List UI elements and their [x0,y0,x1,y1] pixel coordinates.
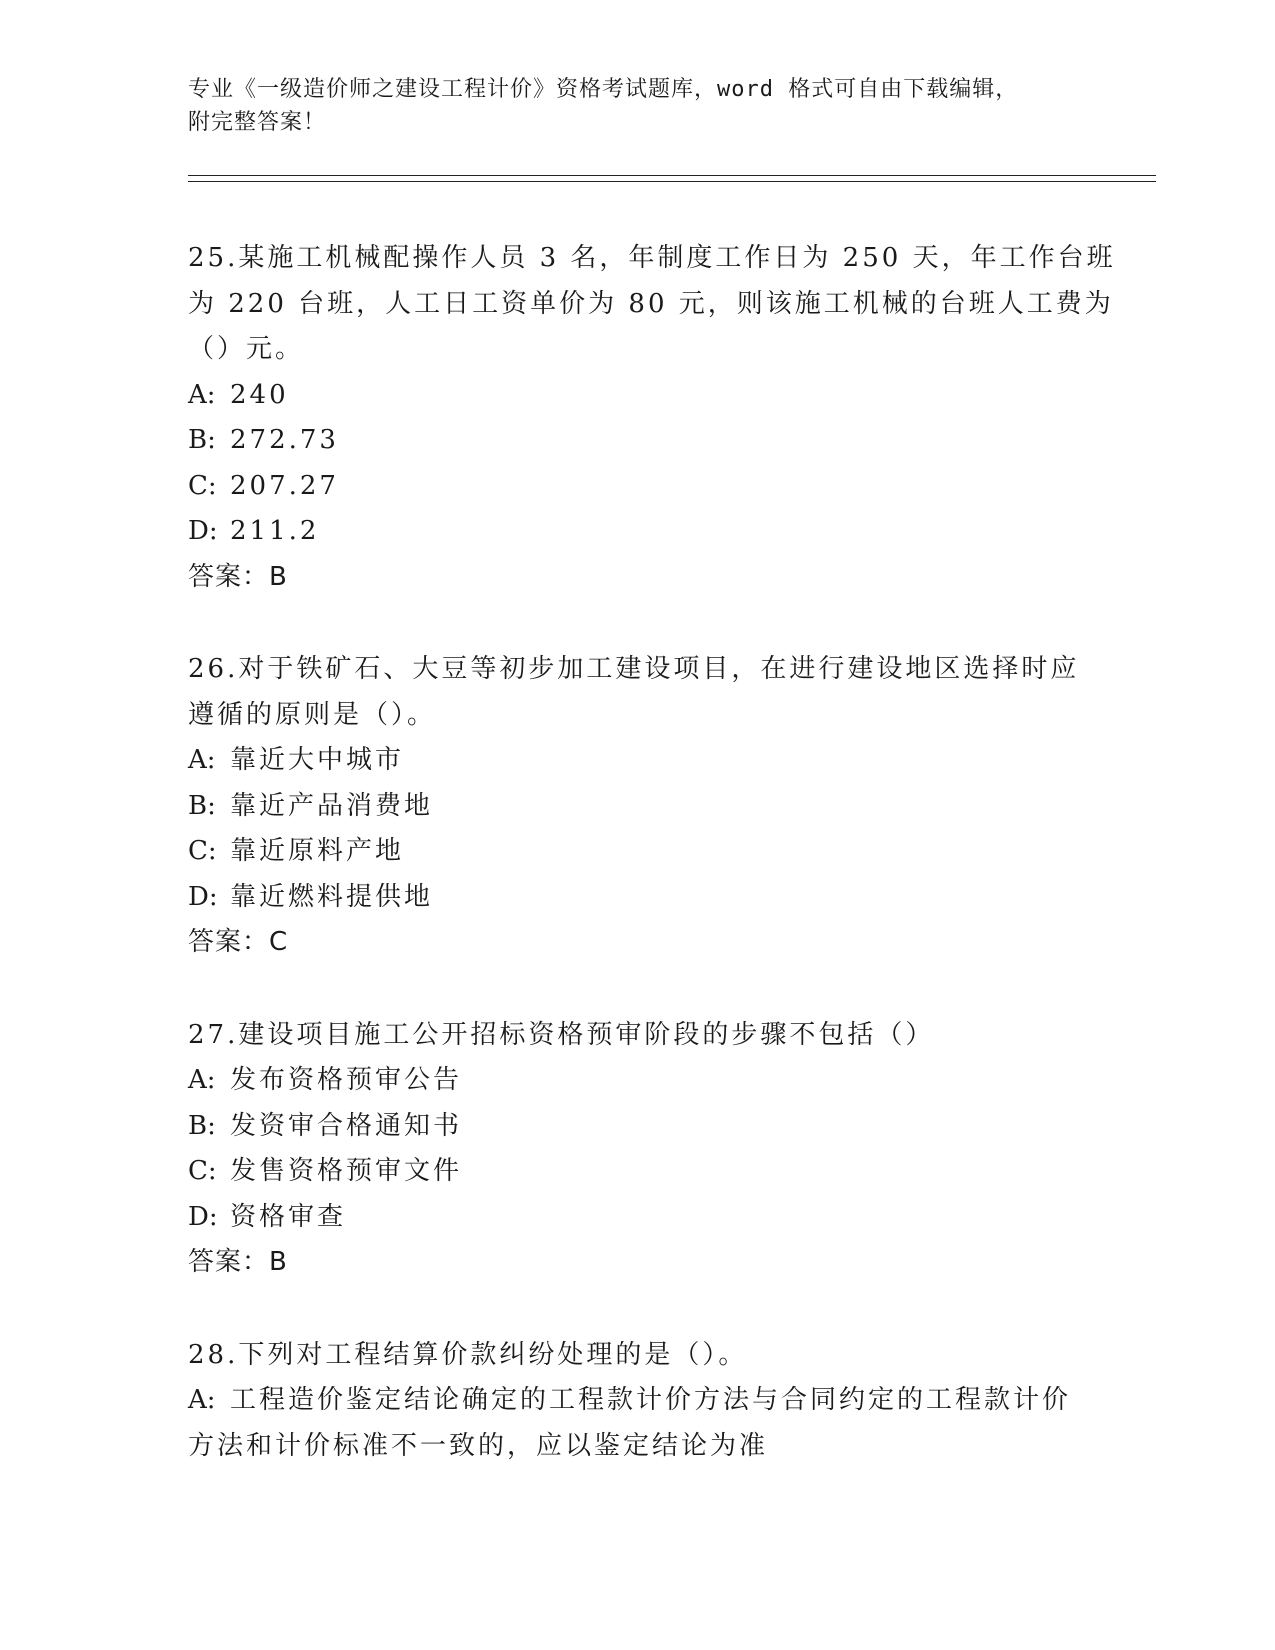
option-label: C: [188,1156,217,1186]
option-text: 240 [230,379,289,410]
question-28 [188,1333,1088,1470]
option-d [188,509,1088,555]
option-label: B: [188,790,216,821]
header-line-1: 专业《一级造价师之建设工程计价》资格考试题库，word 格式可自由下载编辑， [188,77,1019,102]
answer-line: 答案：B [188,1247,288,1277]
question-text-line: 为 220 台班，人工日工资单价为 80 元，则该施工机械的台班人工费为 [188,288,1114,319]
option-label: B: [188,425,216,455]
option-text: 207.27 [230,470,339,501]
question-text-line: 27.建设项目施工公开招标资格预审阶段的步骤不包括（） [188,1019,935,1050]
option-text: 发资审合格通知书 [230,1110,463,1141]
answer-line: 答案：C [188,927,289,957]
option-label: A: [188,1065,216,1095]
option-b [188,418,1088,464]
option-label: C: [188,470,217,501]
option-c [188,464,1088,510]
header-rule-top [188,175,1156,176]
document-header [188,73,1088,139]
option-a [188,1058,1088,1104]
question-text-line: 遵循的原则是（）。 [188,699,437,730]
option-c [188,829,1088,875]
option-text: 211.2 [230,516,320,546]
question-text-line: 25.某施工机械配操作人员 3 名，年制度工作日为 250 天，年工作台班 [188,243,1116,273]
question-25 [188,236,1116,600]
option-label: D: [188,1201,218,1232]
header-line-2: 附完整答案！ [188,110,327,135]
option-text: 靠近原料产地 [230,836,405,866]
question-26 [188,647,1088,966]
option-c [188,1149,1088,1195]
option-text: 资格审查 [230,1201,347,1232]
option-b [188,784,1088,830]
option-a-continued: 方法和计价标准不一致的，应以鉴定结论为准 [188,1430,769,1461]
question-text-line: 28.下列对工程结算价款纠纷处理的是（）。 [188,1339,748,1370]
option-d [188,1195,1088,1241]
question-27 [188,1013,1088,1286]
option-label: B: [188,1110,216,1141]
option-label: A: [188,379,216,410]
option-text: 发售资格预审文件 [230,1156,463,1186]
option-d [188,875,1088,921]
option-label: A: [188,1385,216,1415]
option-text: 发布资格预审公告 [230,1065,463,1095]
option-a [188,738,1088,784]
answer-line: 答案：B [188,561,288,592]
option-label: A: [188,745,216,775]
option-text: 272.73 [230,425,339,455]
question-text-line: 26.对于铁矿石、大豆等初步加工建设项目，在进行建设地区选择时应 [188,654,1080,684]
option-label: C: [188,836,217,866]
option-a [188,1378,1088,1424]
question-text-line: （）元。 [188,334,305,364]
option-label: D: [188,881,218,912]
question-list [188,236,1116,1516]
option-text: 靠近产品消费地 [230,790,434,821]
option-a [188,373,1088,419]
option-text: 靠近大中城市 [230,745,405,775]
option-label: D: [188,516,218,546]
header-rule-bottom [188,181,1156,182]
option-b [188,1104,1088,1150]
option-text: 工程造价鉴定结论确定的工程款计价方法与合同约定的工程款计价 [230,1385,1072,1415]
option-text: 靠近燃料提供地 [230,881,434,912]
